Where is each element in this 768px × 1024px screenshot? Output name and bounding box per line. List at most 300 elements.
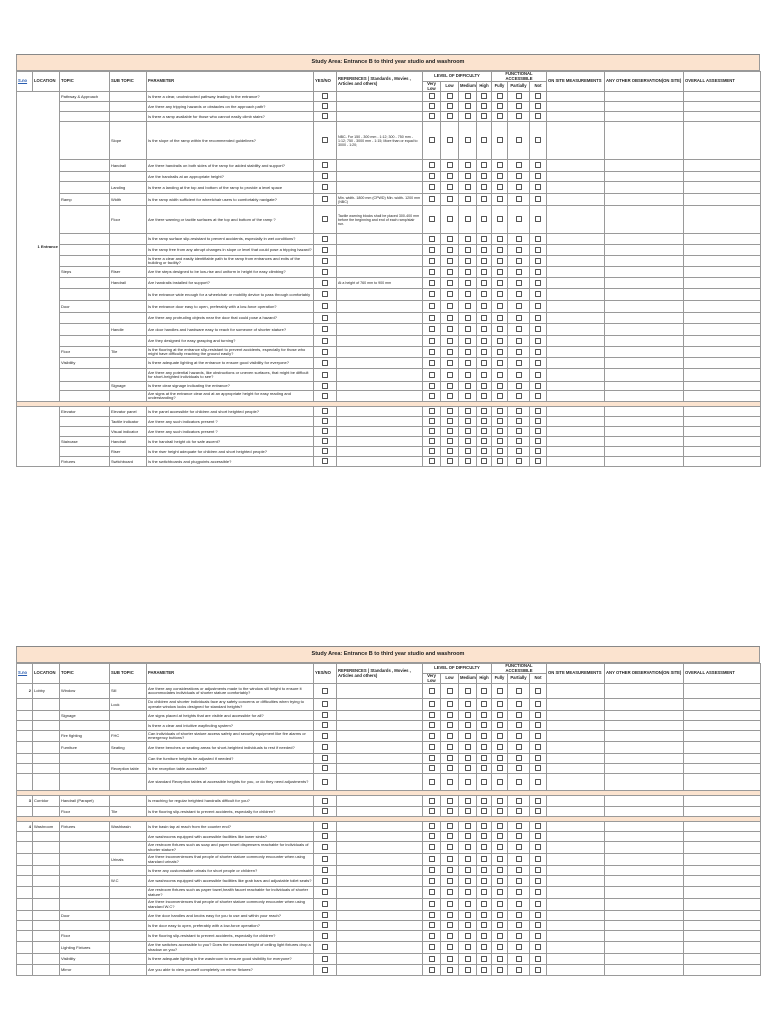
checkbox[interactable] <box>497 956 503 962</box>
checkbox[interactable] <box>497 755 503 761</box>
checkbox[interactable] <box>481 798 487 804</box>
checkbox[interactable] <box>429 833 435 839</box>
checkbox[interactable] <box>322 326 328 332</box>
checkbox[interactable] <box>322 744 328 750</box>
checkbox[interactable] <box>447 103 453 109</box>
checkbox[interactable] <box>516 944 522 950</box>
checkbox[interactable] <box>447 349 453 355</box>
checkbox[interactable] <box>429 878 435 884</box>
checkbox[interactable] <box>535 722 541 728</box>
checkbox[interactable] <box>322 808 328 814</box>
checkbox[interactable] <box>447 236 453 242</box>
checkbox[interactable] <box>447 280 453 286</box>
checkbox[interactable] <box>465 184 471 190</box>
checkbox[interactable] <box>429 303 435 309</box>
checkbox[interactable] <box>465 383 471 389</box>
checkbox[interactable] <box>516 196 522 202</box>
checkbox[interactable] <box>447 162 453 168</box>
checkbox[interactable] <box>322 349 328 355</box>
checkbox[interactable] <box>465 889 471 895</box>
checkbox[interactable] <box>447 269 453 275</box>
checkbox[interactable] <box>535 956 541 962</box>
checkbox[interactable] <box>322 967 328 973</box>
checkbox[interactable] <box>429 701 435 707</box>
checkbox[interactable] <box>447 933 453 939</box>
checkbox[interactable] <box>516 372 522 378</box>
checkbox[interactable] <box>429 326 435 332</box>
checkbox[interactable] <box>481 393 487 399</box>
checkbox[interactable] <box>497 438 503 444</box>
checkbox[interactable] <box>447 247 453 253</box>
checkbox[interactable] <box>465 912 471 918</box>
checkbox[interactable] <box>465 393 471 399</box>
checkbox[interactable] <box>322 438 328 444</box>
checkbox[interactable] <box>322 418 328 424</box>
checkbox[interactable] <box>322 765 328 771</box>
checkbox[interactable] <box>447 408 453 414</box>
checkbox[interactable] <box>516 383 522 389</box>
checkbox[interactable] <box>429 291 435 297</box>
checkbox[interactable] <box>481 944 487 950</box>
checkbox[interactable] <box>516 733 522 739</box>
checkbox[interactable] <box>322 688 328 694</box>
checkbox[interactable] <box>516 688 522 694</box>
checkbox[interactable] <box>429 779 435 785</box>
checkbox[interactable] <box>429 408 435 414</box>
checkbox[interactable] <box>322 291 328 297</box>
checkbox[interactable] <box>516 833 522 839</box>
checkbox[interactable] <box>465 258 471 264</box>
checkbox[interactable] <box>465 755 471 761</box>
checkbox[interactable] <box>447 912 453 918</box>
checkbox[interactable] <box>516 216 522 222</box>
checkbox[interactable] <box>497 280 503 286</box>
checkbox[interactable] <box>481 418 487 424</box>
checkbox[interactable] <box>497 303 503 309</box>
checkbox[interactable] <box>322 103 328 109</box>
checkbox[interactable] <box>481 844 487 850</box>
checkbox[interactable] <box>535 889 541 895</box>
checkbox[interactable] <box>322 933 328 939</box>
checkbox[interactable] <box>481 779 487 785</box>
checkbox[interactable] <box>465 765 471 771</box>
checkbox[interactable] <box>516 878 522 884</box>
checkbox[interactable] <box>497 103 503 109</box>
checkbox[interactable] <box>447 360 453 366</box>
checkbox[interactable] <box>535 933 541 939</box>
checkbox[interactable] <box>481 448 487 454</box>
checkbox[interactable] <box>447 93 453 99</box>
checkbox[interactable] <box>465 922 471 928</box>
checkbox[interactable] <box>481 360 487 366</box>
checkbox[interactable] <box>429 956 435 962</box>
checkbox[interactable] <box>516 912 522 918</box>
checkbox[interactable] <box>535 733 541 739</box>
checkbox[interactable] <box>322 113 328 119</box>
checkbox[interactable] <box>429 137 435 143</box>
checkbox[interactable] <box>535 162 541 168</box>
checkbox[interactable] <box>447 303 453 309</box>
checkbox[interactable] <box>465 823 471 829</box>
checkbox[interactable] <box>429 889 435 895</box>
checkbox[interactable] <box>481 712 487 718</box>
checkbox[interactable] <box>447 258 453 264</box>
checkbox[interactable] <box>447 755 453 761</box>
checkbox[interactable] <box>481 755 487 761</box>
checkbox[interactable] <box>447 956 453 962</box>
checkbox[interactable] <box>465 418 471 424</box>
checkbox[interactable] <box>429 247 435 253</box>
checkbox[interactable] <box>497 196 503 202</box>
checkbox[interactable] <box>447 733 453 739</box>
checkbox[interactable] <box>535 280 541 286</box>
checkbox[interactable] <box>497 291 503 297</box>
checkbox[interactable] <box>429 196 435 202</box>
checkbox[interactable] <box>465 856 471 862</box>
checkbox[interactable] <box>497 688 503 694</box>
checkbox[interactable] <box>481 438 487 444</box>
checkbox[interactable] <box>447 833 453 839</box>
checkbox[interactable] <box>516 701 522 707</box>
checkbox[interactable] <box>322 833 328 839</box>
checkbox[interactable] <box>481 258 487 264</box>
checkbox[interactable] <box>516 408 522 414</box>
checkbox[interactable] <box>481 808 487 814</box>
checkbox[interactable] <box>481 722 487 728</box>
checkbox[interactable] <box>497 867 503 873</box>
checkbox[interactable] <box>465 137 471 143</box>
checkbox[interactable] <box>481 303 487 309</box>
checkbox[interactable] <box>429 113 435 119</box>
checkbox[interactable] <box>447 889 453 895</box>
checkbox[interactable] <box>322 956 328 962</box>
checkbox[interactable] <box>447 867 453 873</box>
checkbox[interactable] <box>465 688 471 694</box>
checkbox[interactable] <box>497 93 503 99</box>
checkbox[interactable] <box>465 438 471 444</box>
checkbox[interactable] <box>465 236 471 242</box>
checkbox[interactable] <box>429 844 435 850</box>
checkbox[interactable] <box>429 438 435 444</box>
checkbox[interactable] <box>535 383 541 389</box>
checkbox[interactable] <box>481 733 487 739</box>
checkbox[interactable] <box>516 458 522 464</box>
checkbox[interactable] <box>481 901 487 907</box>
checkbox[interactable] <box>322 269 328 275</box>
checkbox[interactable] <box>465 844 471 850</box>
checkbox[interactable] <box>447 338 453 344</box>
checkbox[interactable] <box>429 418 435 424</box>
checkbox[interactable] <box>447 944 453 950</box>
checkbox[interactable] <box>497 765 503 771</box>
checkbox[interactable] <box>497 113 503 119</box>
checkbox[interactable] <box>465 448 471 454</box>
checkbox[interactable] <box>465 722 471 728</box>
checkbox[interactable] <box>447 393 453 399</box>
checkbox[interactable] <box>465 458 471 464</box>
checkbox[interactable] <box>429 867 435 873</box>
checkbox[interactable] <box>516 808 522 814</box>
checkbox[interactable] <box>481 349 487 355</box>
checkbox[interactable] <box>481 688 487 694</box>
checkbox[interactable] <box>516 315 522 321</box>
checkbox[interactable] <box>481 878 487 884</box>
checkbox[interactable] <box>497 779 503 785</box>
checkbox[interactable] <box>516 173 522 179</box>
checkbox[interactable] <box>535 967 541 973</box>
checkbox[interactable] <box>429 733 435 739</box>
checkbox[interactable] <box>516 428 522 434</box>
checkbox[interactable] <box>535 360 541 366</box>
checkbox[interactable] <box>516 162 522 168</box>
checkbox[interactable] <box>535 326 541 332</box>
checkbox[interactable] <box>465 349 471 355</box>
checkbox[interactable] <box>447 315 453 321</box>
checkbox[interactable] <box>497 823 503 829</box>
checkbox[interactable] <box>465 291 471 297</box>
checkbox[interactable] <box>516 448 522 454</box>
checkbox[interactable] <box>497 458 503 464</box>
checkbox[interactable] <box>429 744 435 750</box>
sno-link[interactable]: S.no <box>18 78 28 84</box>
checkbox[interactable] <box>535 922 541 928</box>
checkbox[interactable] <box>447 326 453 332</box>
checkbox[interactable] <box>535 269 541 275</box>
checkbox[interactable] <box>465 216 471 222</box>
checkbox[interactable] <box>447 722 453 728</box>
checkbox[interactable] <box>516 967 522 973</box>
checkbox[interactable] <box>322 184 328 190</box>
checkbox[interactable] <box>516 712 522 718</box>
checkbox[interactable] <box>447 688 453 694</box>
checkbox[interactable] <box>535 184 541 190</box>
checkbox[interactable] <box>429 216 435 222</box>
checkbox[interactable] <box>447 779 453 785</box>
checkbox[interactable] <box>481 291 487 297</box>
checkbox[interactable] <box>535 744 541 750</box>
checkbox[interactable] <box>516 933 522 939</box>
checkbox[interactable] <box>535 688 541 694</box>
checkbox[interactable] <box>481 889 487 895</box>
checkbox[interactable] <box>447 418 453 424</box>
checkbox[interactable] <box>535 291 541 297</box>
checkbox[interactable] <box>322 137 328 143</box>
checkbox[interactable] <box>497 701 503 707</box>
checkbox[interactable] <box>516 901 522 907</box>
checkbox[interactable] <box>465 712 471 718</box>
checkbox[interactable] <box>535 408 541 414</box>
checkbox[interactable] <box>535 438 541 444</box>
checkbox[interactable] <box>497 349 503 355</box>
checkbox[interactable] <box>322 733 328 739</box>
checkbox[interactable] <box>481 458 487 464</box>
checkbox[interactable] <box>322 93 328 99</box>
checkbox[interactable] <box>481 315 487 321</box>
checkbox[interactable] <box>322 701 328 707</box>
checkbox[interactable] <box>447 823 453 829</box>
checkbox[interactable] <box>429 93 435 99</box>
checkbox[interactable] <box>322 944 328 950</box>
checkbox[interactable] <box>497 315 503 321</box>
checkbox[interactable] <box>481 93 487 99</box>
header-sno[interactable] <box>17 664 33 684</box>
checkbox[interactable] <box>516 798 522 804</box>
checkbox[interactable] <box>465 360 471 366</box>
checkbox[interactable] <box>497 216 503 222</box>
checkbox[interactable] <box>535 93 541 99</box>
checkbox[interactable] <box>516 438 522 444</box>
checkbox[interactable] <box>322 247 328 253</box>
checkbox[interactable] <box>535 113 541 119</box>
checkbox[interactable] <box>497 258 503 264</box>
checkbox[interactable] <box>429 173 435 179</box>
checkbox[interactable] <box>516 779 522 785</box>
checkbox[interactable] <box>447 808 453 814</box>
checkbox[interactable] <box>497 712 503 718</box>
checkbox[interactable] <box>465 944 471 950</box>
checkbox[interactable] <box>535 338 541 344</box>
checkbox[interactable] <box>481 173 487 179</box>
checkbox[interactable] <box>516 856 522 862</box>
checkbox[interactable] <box>535 372 541 378</box>
checkbox[interactable] <box>465 103 471 109</box>
checkbox[interactable] <box>429 823 435 829</box>
checkbox[interactable] <box>516 360 522 366</box>
checkbox[interactable] <box>481 326 487 332</box>
checkbox[interactable] <box>481 765 487 771</box>
checkbox[interactable] <box>465 867 471 873</box>
checkbox[interactable] <box>429 808 435 814</box>
checkbox[interactable] <box>516 765 522 771</box>
checkbox[interactable] <box>516 338 522 344</box>
checkbox[interactable] <box>429 269 435 275</box>
checkbox[interactable] <box>497 448 503 454</box>
checkbox[interactable] <box>481 372 487 378</box>
checkbox[interactable] <box>465 113 471 119</box>
checkbox[interactable] <box>516 349 522 355</box>
checkbox[interactable] <box>322 196 328 202</box>
checkbox[interactable] <box>447 967 453 973</box>
checkbox[interactable] <box>322 458 328 464</box>
checkbox[interactable] <box>465 269 471 275</box>
checkbox[interactable] <box>447 137 453 143</box>
checkbox[interactable] <box>465 162 471 168</box>
checkbox[interactable] <box>497 922 503 928</box>
checkbox[interactable] <box>322 315 328 321</box>
checkbox[interactable] <box>447 844 453 850</box>
checkbox[interactable] <box>481 113 487 119</box>
checkbox[interactable] <box>497 878 503 884</box>
checkbox[interactable] <box>481 856 487 862</box>
checkbox[interactable] <box>447 798 453 804</box>
checkbox[interactable] <box>465 901 471 907</box>
checkbox[interactable] <box>447 196 453 202</box>
checkbox[interactable] <box>465 701 471 707</box>
checkbox[interactable] <box>322 779 328 785</box>
checkbox[interactable] <box>497 247 503 253</box>
checkbox[interactable] <box>535 349 541 355</box>
checkbox[interactable] <box>429 184 435 190</box>
checkbox[interactable] <box>429 448 435 454</box>
checkbox[interactable] <box>481 236 487 242</box>
checkbox[interactable] <box>322 798 328 804</box>
checkbox[interactable] <box>322 856 328 862</box>
checkbox[interactable] <box>497 744 503 750</box>
checkbox[interactable] <box>481 408 487 414</box>
checkbox[interactable] <box>481 922 487 928</box>
checkbox[interactable] <box>429 236 435 242</box>
checkbox[interactable] <box>497 428 503 434</box>
checkbox[interactable] <box>322 722 328 728</box>
checkbox[interactable] <box>447 712 453 718</box>
checkbox[interactable] <box>535 867 541 873</box>
checkbox[interactable] <box>516 393 522 399</box>
checkbox[interactable] <box>322 383 328 389</box>
checkbox[interactable] <box>535 216 541 222</box>
checkbox[interactable] <box>497 967 503 973</box>
checkbox[interactable] <box>447 291 453 297</box>
checkbox[interactable] <box>465 173 471 179</box>
checkbox[interactable] <box>322 448 328 454</box>
checkbox[interactable] <box>447 448 453 454</box>
checkbox[interactable] <box>535 103 541 109</box>
checkbox[interactable] <box>516 744 522 750</box>
checkbox[interactable] <box>516 722 522 728</box>
checkbox[interactable] <box>497 844 503 850</box>
checkbox[interactable] <box>447 438 453 444</box>
checkbox[interactable] <box>322 428 328 434</box>
checkbox[interactable] <box>429 393 435 399</box>
checkbox[interactable] <box>465 326 471 332</box>
checkbox[interactable] <box>516 280 522 286</box>
checkbox[interactable] <box>481 833 487 839</box>
checkbox[interactable] <box>481 956 487 962</box>
checkbox[interactable] <box>535 765 541 771</box>
checkbox[interactable] <box>465 933 471 939</box>
checkbox[interactable] <box>497 856 503 862</box>
checkbox[interactable] <box>516 247 522 253</box>
checkbox[interactable] <box>535 944 541 950</box>
checkbox[interactable] <box>535 755 541 761</box>
checkbox[interactable] <box>516 823 522 829</box>
checkbox[interactable] <box>465 303 471 309</box>
checkbox[interactable] <box>322 712 328 718</box>
checkbox[interactable] <box>429 901 435 907</box>
checkbox[interactable] <box>535 137 541 143</box>
checkbox[interactable] <box>429 372 435 378</box>
checkbox[interactable] <box>516 113 522 119</box>
checkbox[interactable] <box>481 247 487 253</box>
header-sno[interactable] <box>17 72 33 92</box>
checkbox[interactable] <box>535 779 541 785</box>
checkbox[interactable] <box>497 722 503 728</box>
checkbox[interactable] <box>429 712 435 718</box>
checkbox[interactable] <box>497 901 503 907</box>
checkbox[interactable] <box>429 722 435 728</box>
checkbox[interactable] <box>429 912 435 918</box>
checkbox[interactable] <box>322 408 328 414</box>
checkbox[interactable] <box>535 393 541 399</box>
checkbox[interactable] <box>447 216 453 222</box>
checkbox[interactable] <box>465 808 471 814</box>
checkbox[interactable] <box>429 349 435 355</box>
checkbox[interactable] <box>429 360 435 366</box>
checkbox[interactable] <box>497 889 503 895</box>
checkbox[interactable] <box>465 833 471 839</box>
checkbox[interactable] <box>535 247 541 253</box>
checkbox[interactable] <box>447 383 453 389</box>
checkbox[interactable] <box>481 196 487 202</box>
